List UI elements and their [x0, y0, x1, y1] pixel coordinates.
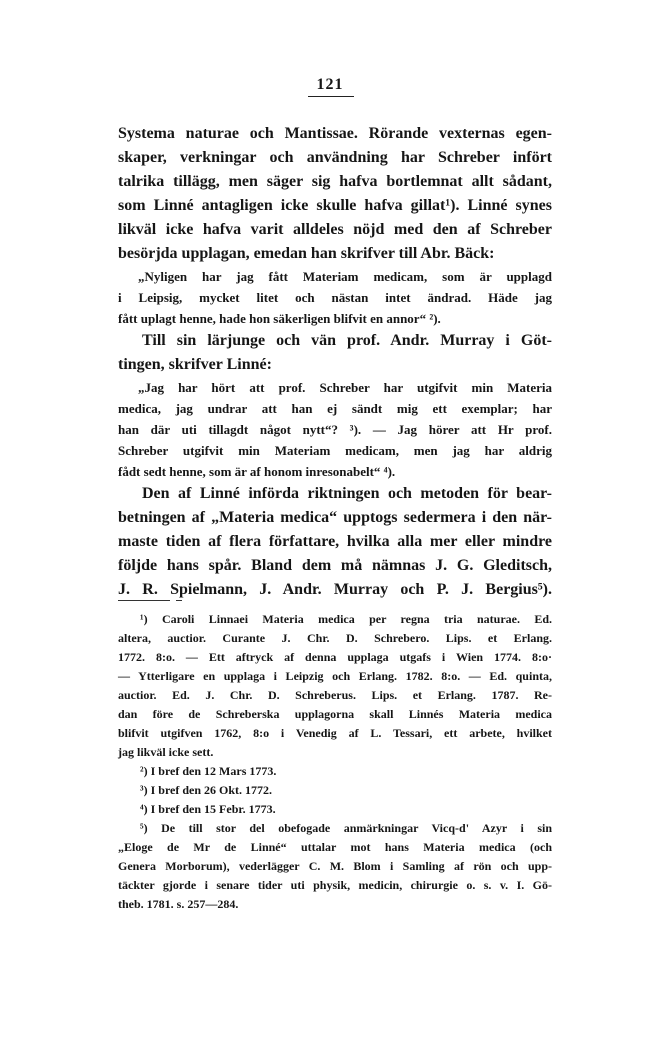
footnote-line: täckter gjorde i senare tider uti physik, medicin, chirurgie o. s. v. I. Gö-: [118, 878, 552, 892]
text-line: som Linné antagligen icke skulle hafva gillat¹). Linné synes: [118, 197, 552, 214]
footnote-1: [118, 610, 552, 762]
quote-line: medica, jag undrar att han ej sändt mig ett exemplar; har: [118, 401, 552, 416]
footnote-rule: [118, 600, 170, 601]
text-line: följde hans spår. Bland dem må nämnas J. G. Gleditsch,: [118, 557, 552, 574]
text-line: besörjda upplagan, emedan han skrifver till Abr. Bäck:: [118, 245, 495, 262]
quote-1: [118, 266, 552, 329]
text-line: Systema naturae och Mantissae. Rörande vexternas egen-: [118, 125, 552, 142]
footnote-line: auctior. Ed. J. Chr. D. Schreberus. Lips. et Erlang. 1787. Re-: [118, 688, 552, 702]
footnotes: [118, 610, 552, 914]
footnote-line: theb. 1781. s. 257—284.: [118, 897, 239, 911]
text-line: betningen af „Materia medica“ upptogs sedermera i den när-: [118, 509, 552, 526]
quote-line: „Nyligen har jag fått Materiam medicam, som är upplagd: [138, 269, 552, 284]
quote-line: fått uplagt henne, hade hon säkerligen blifvit en annor“ ²).: [118, 311, 441, 326]
text-line: maste tiden af flera författare, hvilka alla mer eller mindre: [118, 533, 552, 550]
footnote-3: ³) I bref den 26 Okt. 1772.: [140, 783, 273, 797]
footnote-line: „Eloge de Mr de Linné“ uttalar mot hans Materia medica (och: [118, 840, 552, 854]
text-line: talrika tillägg, men säger sig hafva bortlemnat allt sådant,: [118, 173, 552, 190]
header-rule: [308, 96, 354, 97]
text-line: J. R. Spielmann, J. Andr. Murray och P. J. Bergius⁵).: [118, 581, 552, 598]
text-line: skaper, verkningar och användning har Schreber infört: [118, 149, 552, 166]
footnote-line: dan före de Schreberska upplagorna skall Linnés Materia medica: [118, 707, 552, 721]
quote-line: „Jag har hört att prof. Schreber har utgifvit min Materia: [138, 380, 552, 395]
text-line: Till sin lärjunge och vän prof. Andr. Murray i Göt-: [142, 332, 552, 349]
footnote-rule-tail: [176, 600, 182, 601]
quote-line: i Leipsig, mycket litet och nästan intet ändrad. Häde jag: [118, 290, 552, 305]
paragraph-2: [118, 329, 552, 377]
footnote-5: [118, 819, 552, 914]
text-line: Den af Linné införda riktningen och metoden för bear-: [142, 485, 552, 502]
quote-line: han där uti tillagdt något nytt“? ³). — Jag hörer att Hr prof.: [118, 422, 552, 437]
paragraph-1: [118, 122, 552, 266]
footnote-2: ²) I bref den 12 Mars 1773.: [140, 764, 277, 778]
footnote-line: blifvit utgifven 1762, 8:o i Venedig af L. Tessari, ett arbete, hvilket: [118, 726, 552, 740]
quote-line: fådt sedt henne, som är af honom inresonabelt“ ⁴).: [118, 464, 396, 479]
paragraph-3: [118, 482, 552, 602]
quote-2: [118, 377, 552, 482]
footnote-line: altera, auctior. Curante J. Chr. D. Schrebero. Lips. et Erlang.: [118, 631, 552, 645]
quote-line: Schreber utgifvit min Materiam medicam, men jag har aldrig: [118, 443, 552, 458]
page-number: 121: [316, 76, 344, 93]
main-text: [118, 122, 552, 602]
text-line: likväl icke hafva varit alldeles nöjd med den af Schreber: [118, 221, 552, 238]
footnote-line: 1772. 8:o. — Ett aftryck af denna upplaga utgafs i Wien 1774. 8:o·: [118, 650, 552, 664]
footnote-line: ⁵) De till stor del obefogade anmärkningar Vicq-d' Azyr i sin: [140, 821, 552, 835]
footnote-4: ⁴) I bref den 15 Febr. 1773.: [140, 802, 276, 816]
footnote-line: Genera Morborum), vederlägger C. M. Blom i Samling af rön och upp-: [118, 859, 552, 873]
footnote-line: ¹) Caroli Linnaei Materia medica per regna tria naturae. Ed.: [140, 612, 552, 626]
footnote-line: — Ytterligare en upplaga i Leipzig och Erlang. 1782. 8:o. — Ed. quinta,: [118, 669, 552, 683]
text-line: tingen, skrifver Linné:: [118, 356, 272, 373]
footnote-line: jag likväl icke sett.: [118, 745, 214, 759]
